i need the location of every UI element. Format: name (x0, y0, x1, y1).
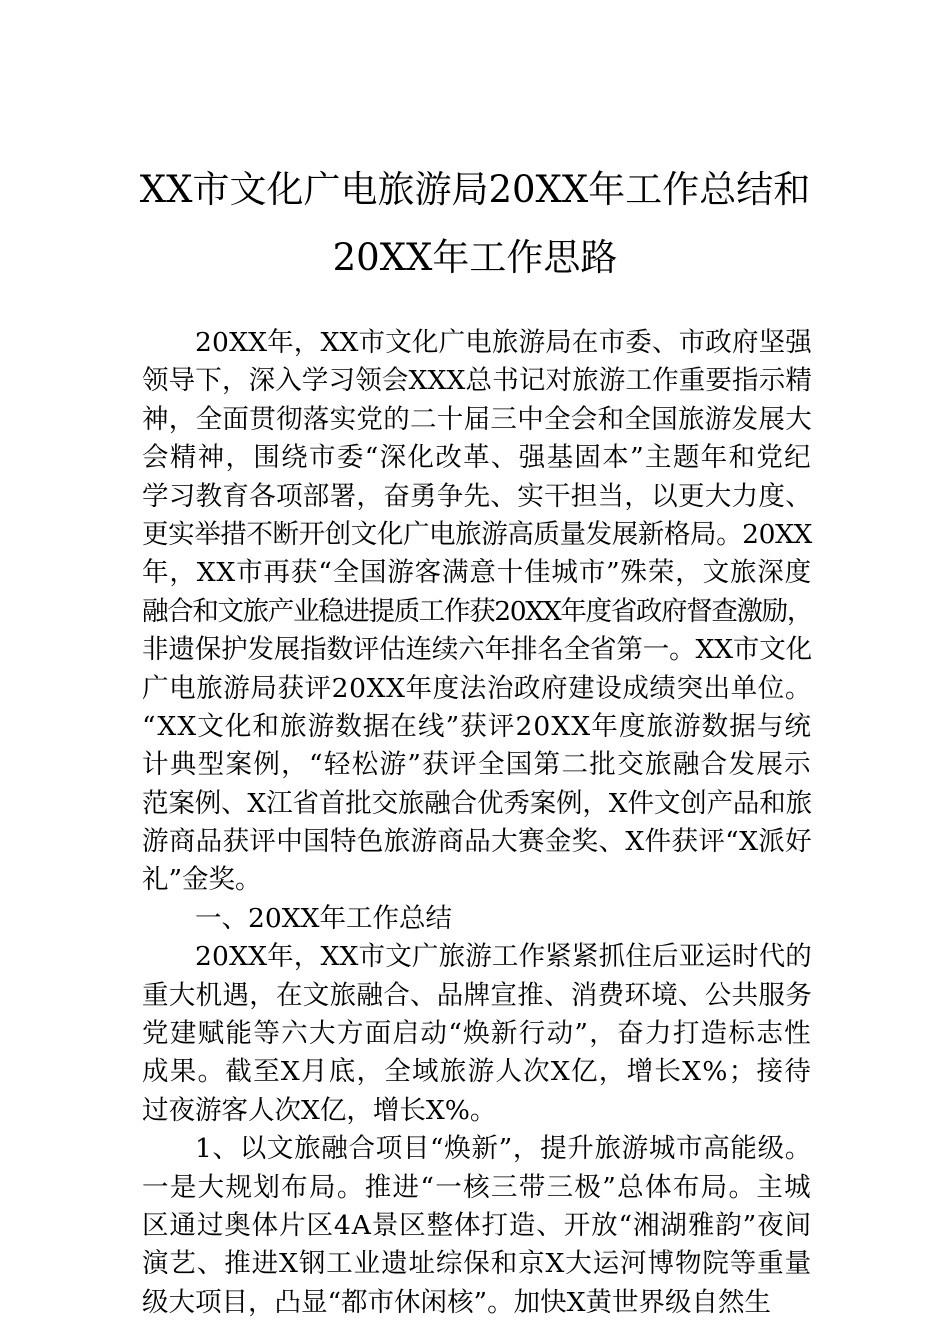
body-text-line: 计典型案例，“轻松游”获评全国第二批交旅融合发展示 (142, 749, 812, 781)
document-title-line-2: 20XX年工作思路 (332, 236, 618, 279)
body-text-line: 领导下，深入学习领会XXX总书记对旅游工作重要指示精 (142, 365, 812, 397)
body-text-line: 范案例、X江省首批交旅融合优秀案例，X件文创产品和旅 (142, 787, 812, 819)
body-text-line: 20XX年，XX市文广旅游工作紧紧抓住后亚运时代的 (195, 941, 812, 973)
body-text-line: 会精神，围绕市委“深化改革、强基固本”主题年和党纪 (142, 442, 812, 474)
body-text-line: 区通过奥体片区4A景区整体打造、开放“湘湖雅韵”夜间 (142, 1209, 812, 1241)
body-text-line: 1、以文旅融合项目“焕新”，提升旅游城市高能级。 (195, 1133, 812, 1165)
document-title-line-1: XX市文化广电旅游局20XX年工作总结和 (139, 168, 811, 211)
body-text-line: 年，XX市再获“全国游客满意十佳城市”殊荣，文旅深度 (142, 557, 813, 589)
body-text-line: 融合和文旅产业稳进提质工作获20XX年度省政府督查激励， (142, 595, 812, 627)
document-body (142, 324, 812, 1322)
body-text-line: 演艺、推进X钢工业遗址综保和京X大运河博物院等重量 (142, 1248, 813, 1280)
body-text-line: 礼”金奖。 (142, 864, 262, 896)
body-text-line: 成果。截至X月底，全域旅游人次X亿，增长X%；接待 (142, 1056, 813, 1088)
body-text-line: 神，全面贯彻落实党的二十届三中全会和全国旅游发展大 (142, 403, 812, 435)
body-text-line: 学习教育各项部署，奋勇争先、实干担当，以更大力度、 (142, 480, 812, 512)
body-text-line: 级大项目，凸显“都市休闲核”。加快X黄世界级自然生 (142, 1286, 771, 1318)
body-text-line: “XX文化和旅游数据在线”获评20XX年度旅游数据与统 (142, 710, 812, 742)
body-text-line: 广电旅游局获评20XX年度法治政府建设成绩突出单位。 (142, 672, 812, 704)
body-text-line: 重大机遇，在文旅融合、品牌宣推、消费环境、公共服务 (142, 979, 812, 1011)
body-text-line: 20XX年，XX市文化广电旅游局在市委、市政府坚强 (195, 327, 812, 358)
body-text-line: 一是大规划布局。推进“一核三带三极”总体布局。主城 (142, 1171, 812, 1203)
body-text-line: 过夜游客人次X亿，增长X%。 (142, 1094, 497, 1126)
body-text-line: 更实举措不断开创文化广电旅游高质量发展新格局。20XX (142, 518, 812, 550)
body-text-line: 党建赋能等六大方面启动“焕新行动”，奋力打造标志性 (142, 1018, 812, 1050)
body-text-line: 非遗保护发展指数评估连续六年排名全省第一。XX市文化 (142, 634, 812, 666)
body-text-line: 游商品获评中国特色旅游商品大赛金奖、X件获评“X派好 (142, 826, 813, 858)
body-text-line: 一、20XX年工作总结 (195, 902, 452, 934)
